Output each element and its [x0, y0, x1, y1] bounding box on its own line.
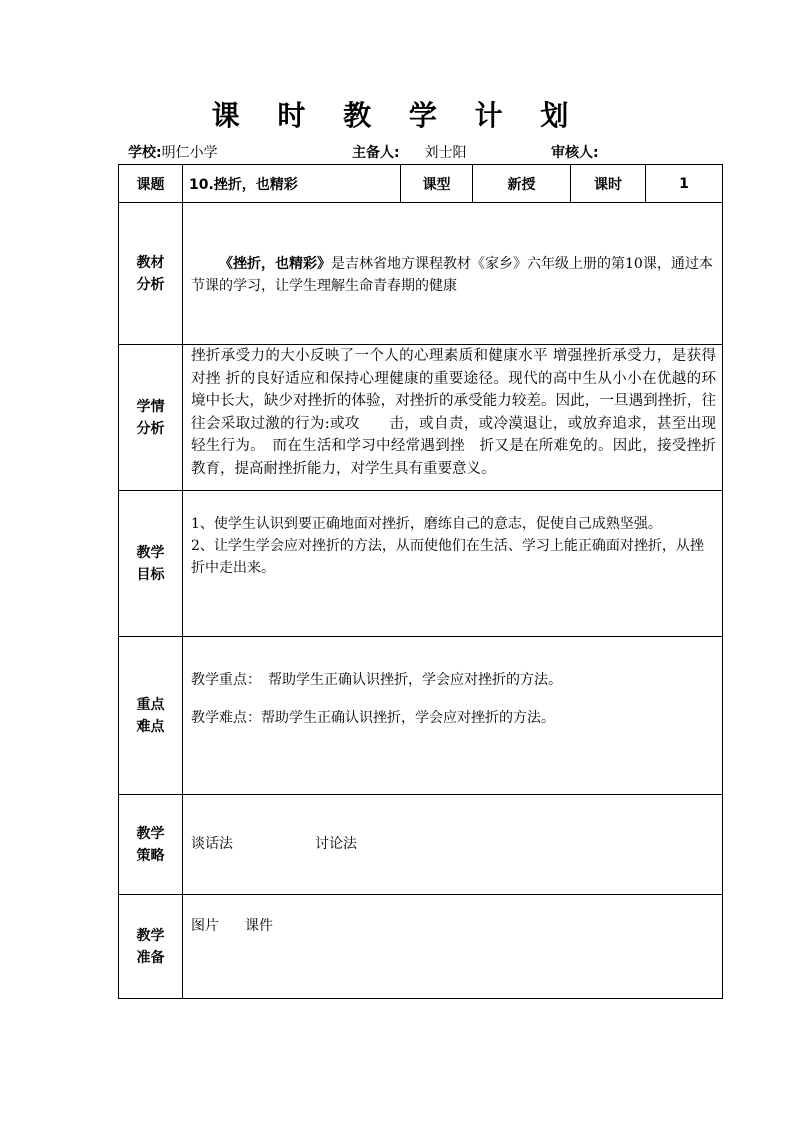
student-analysis-content [183, 345, 723, 491]
row-label-line1: 重点 [136, 696, 165, 713]
row-label-line1: 教学 [136, 927, 165, 944]
teaching-preparation-content [183, 895, 723, 999]
row-key-difficulty [119, 637, 723, 795]
reviewer-info [551, 142, 599, 162]
book-title: 《挫折，也精彩》 [219, 256, 331, 272]
key-point: 教学重点： 帮助学生正确认识挫折，学会应对挫折的方法。 [191, 672, 562, 688]
method-1: 谈话法 [191, 836, 233, 852]
teaching-strategy-content [183, 795, 723, 895]
goal-1: 1、使学生认识到要正确地面对挫折，磨练自己的意志，促使自己成熟坚强。 [191, 516, 662, 532]
row-teaching-preparation [119, 895, 723, 999]
preparer-info [352, 142, 466, 162]
preparer-label: 主备人: [352, 145, 400, 161]
hours-value: 1 [646, 165, 723, 203]
row-label-line2: 分析 [136, 420, 165, 437]
difficulty: 教学难点：帮助学生正确认识挫折，学会应对挫折的方法。 [191, 710, 555, 726]
lesson-plan-table [118, 164, 723, 999]
teaching-goals-content [183, 491, 723, 637]
key-difficulty-content [183, 637, 723, 795]
row-label [119, 795, 183, 895]
page-title: 课 时 教 学 计 划 [211, 99, 583, 132]
row-label-line2: 准备 [136, 949, 165, 966]
type-label: 课型 [401, 165, 473, 203]
row-label-line2: 分析 [136, 276, 165, 293]
school-label: 学校: [128, 145, 162, 161]
row-student-analysis [119, 345, 723, 491]
topic-value: 10.挫折，也精彩 [183, 165, 401, 203]
row-teaching-strategy [119, 795, 723, 895]
row-label [119, 637, 183, 795]
row-label-line2: 难点 [136, 718, 165, 735]
row-material-analysis [119, 203, 723, 345]
row-label [119, 895, 183, 999]
row-label [119, 491, 183, 637]
row-label-line1: 教学 [136, 825, 165, 842]
reviewer-label: 审核人: [551, 145, 599, 161]
row-label-line2: 目标 [136, 566, 165, 583]
material-analysis-text: 是吉林省地方课程教材《家乡》六年级上册的第10课，通过本节课的学习，让学生理解生命青春期的健康 [191, 256, 713, 294]
school-value: 明仁小学 [161, 145, 218, 161]
topic-label: 课题 [119, 165, 183, 203]
goal-2: 2、让学生学会应对挫折的方法，从而使他们在生活、学习上能正确面对挫折，从挫折中走出来。 [191, 538, 704, 576]
row-label [119, 203, 183, 345]
header-row [119, 165, 723, 203]
method-2: 讨论法 [315, 836, 357, 852]
hours-label: 课时 [571, 165, 646, 203]
school-info [128, 142, 218, 162]
preparer-value: 刘士阳 [424, 145, 467, 161]
type-value: 新授 [473, 165, 571, 203]
row-label-line2: 策略 [136, 847, 165, 864]
row-label-line1: 教材 [136, 254, 165, 271]
row-label-line1: 教学 [136, 544, 165, 561]
row-label [119, 345, 183, 491]
row-label-line1: 学情 [136, 398, 165, 415]
prep-1: 图片 [191, 918, 219, 934]
prep-2: 课件 [245, 918, 273, 934]
student-analysis-text: 挫折承受力的大小反映了一个人的心理素质和健康水平 增强挫折承受力，是获得对挫 折的良好适应和保持心理健康的重要途径。现代的高中生从小小在优越的环境中长大，缺少对挫折的体验，对挫折的承受能力较差。因此，一旦遇到挫折，往往会采取过激的行为:或攻 击，或自责，或冷漠退让，或放弃追求，甚至出现轻生行为。 而在生活和学习中经常遇到挫 折又是在所难免的。因此，接受挫折教育，提高耐挫折能力，对学生具有重要意义。 [191, 348, 716, 477]
row-teaching-goals [119, 491, 723, 637]
material-analysis-content [183, 203, 723, 345]
